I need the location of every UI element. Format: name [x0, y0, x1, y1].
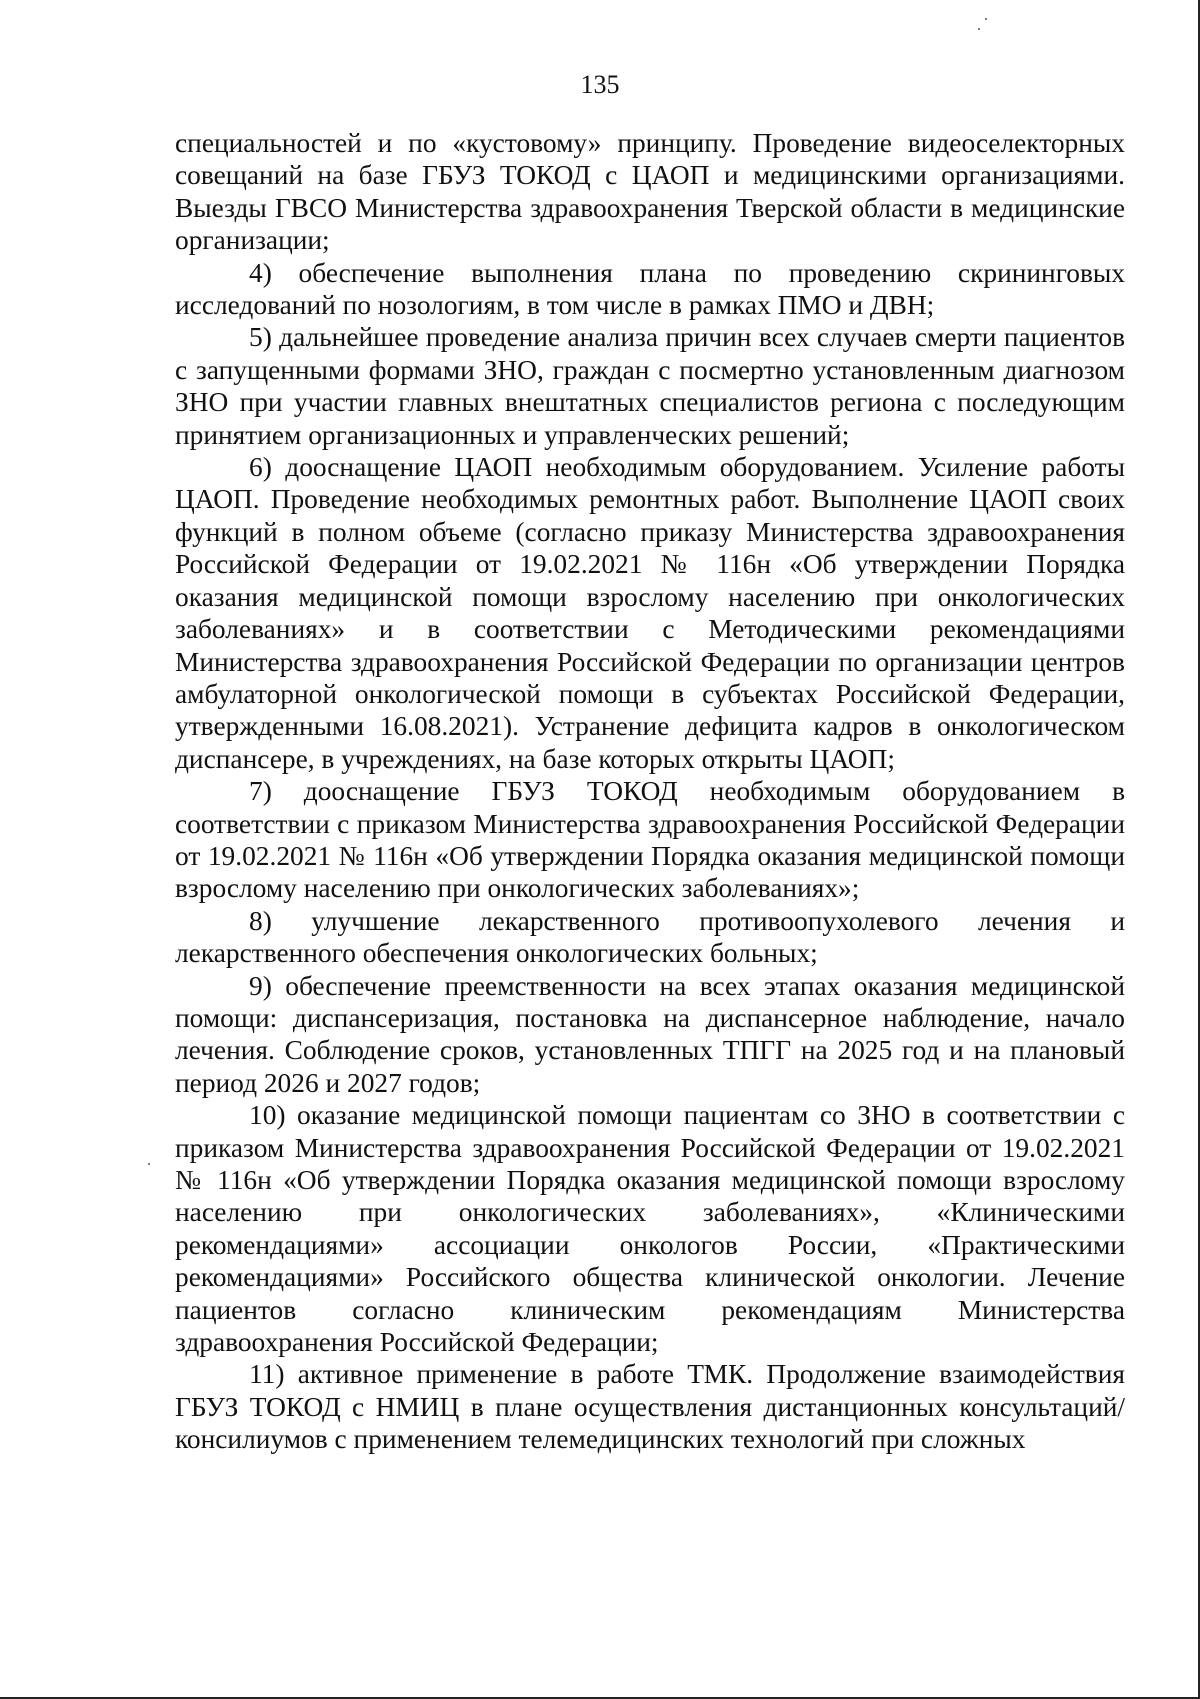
list-item-7: 7) дооснащение ГБУЗ ТОКОД необходимым оборудованием в соответствии с приказом Министерства здравоохранения Российской Федерации от 19.02.2021 № 116н «Об утверждении Порядка оказания медицинской помощи взрослому населению при онкологических заболеваниях»;: [175, 776, 1125, 904]
list-item-5: 5) дальнейшее проведение анализа причин всех случаев смерти пациентов с запущенными формами ЗНО, граждан с посмертно установленным диагнозом ЗНО при участии главных внештатных специалистов региона с последующим принятием организационных и управленческих решений;: [175, 322, 1125, 450]
list-item-8: 8) улучшение лекарственного противоопухолевого лечения и лекарственного обеспечения онкологических больных;: [175, 905, 1125, 969]
page-number: 135: [580, 70, 620, 99]
list-item-4: 4) обеспечение выполнения плана по проведению скрининговых исследований по нозологиям, в том числе в рамках ПМО и ДВН;: [175, 257, 1125, 321]
scan-speck: [978, 28, 980, 30]
list-item-10: 10) оказание медицинской помощи пациентам со ЗНО в соответствии с приказом Министерства здравоохранения Российской Федерации от 19.02.2021 № 116н «Об утверждении Порядка оказания медицинской помощи взрослому населению при онкологических заболеваниях», «Клиническими рекомендациями» ассоциации онкологов России, «Практическими рекомендациями» Российского общества клинической онкологии. Лечение пациентов согласно клиническим рекомендациям Министерства здравоохранения Российской Федерации;: [175, 1100, 1125, 1358]
scan-speck: [148, 1163, 150, 1165]
scan-speck: [985, 18, 987, 20]
list-item-6: 6) дооснащение ЦАОП необходимым оборудованием. Усиление работы ЦАОП. Проведение необходимых ремонтных работ. Выполнение ЦАОП своих функций в полном объеме (согласно приказу Министерства здравоохранения Российской Федерации от 19.02.2021 № 116н «Об утверждении Порядка оказания медицинской помощи взрослому населению при онкологических заболеваниях» и в соответствии с Методическими рекомендациями Министерства здравоохранения Российской Федерации по организации центров амбулаторной онкологической помощи в субъектах Российской Федерации, утвержденными 16.08.2021). Устранение дефицита кадров в онкологическом диспансере, в учреждениях, на базе которых открыты ЦАОП;: [175, 452, 1125, 774]
list-item-9: 9) обеспечение преемственности на всех этапах оказания медицинской помощи: диспансеризация, постановка на диспансерное наблюдение, начало лечения. Соблюдение сроков, установленных ТПГГ на 2025 год и на плановый период 2026 и 2027 годов;: [175, 970, 1125, 1098]
list-item-11: 11) активное применение в работе ТМК. Продолжение взаимодействия ГБУЗ ТОКОД с НМИЦ в плане осуществления дистанционных консультаций/ консилиумов с применением телемедицинских технологий при сложных: [175, 1359, 1125, 1455]
body-text: [175, 127, 1125, 1456]
paragraph-continuation: специальностей и по «кустовому» принципу. Проведение видеоселекторных совещаний на базе ГБУЗ ТОКОД с ЦАОП и медицинскими организациями. Выезды ГВСО Министерства здравоохранения Тверской области в медицинские организации;: [175, 128, 1125, 256]
